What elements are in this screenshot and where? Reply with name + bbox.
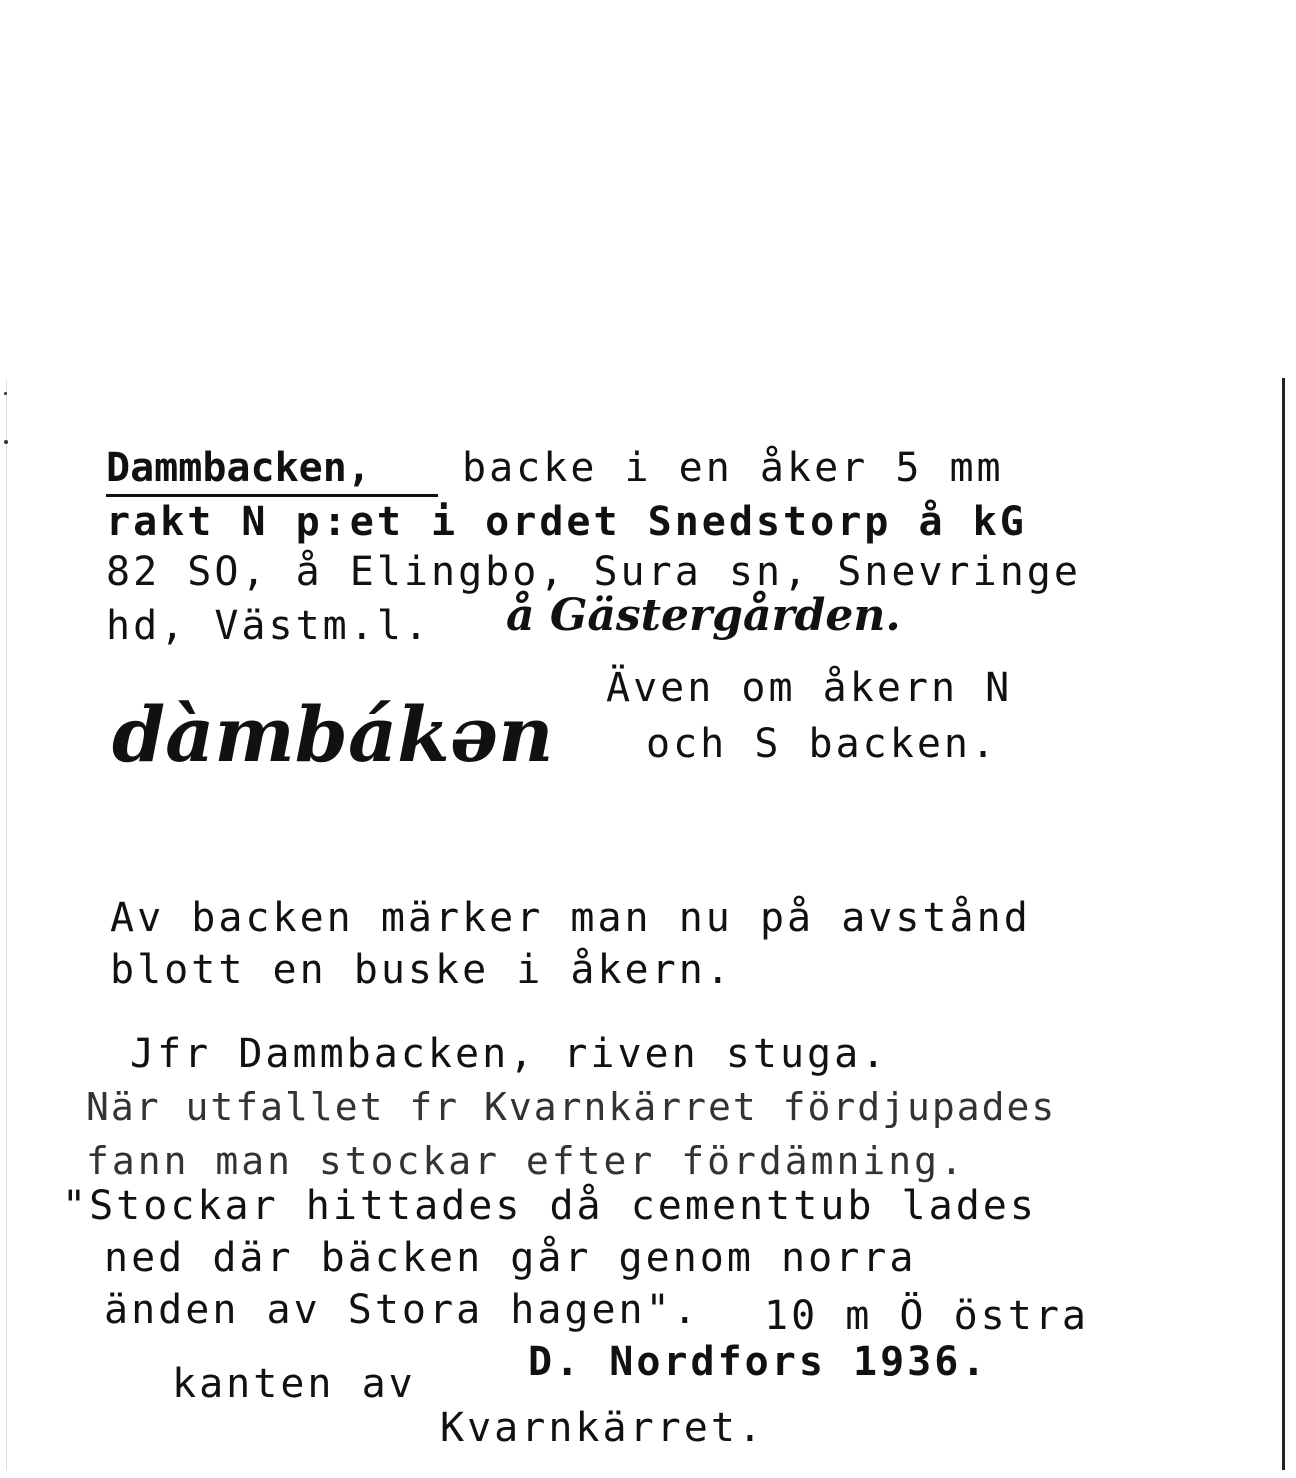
card-right-edge [1282, 378, 1285, 1470]
card-left-edge [6, 380, 7, 1470]
text-line: fann man stockar efter fördämning. [86, 1139, 966, 1183]
text-line: Kvarnkärret. [440, 1405, 765, 1451]
text-line: Av backen märker man nu på avstånd [110, 895, 1031, 941]
text-line: änden av Stora hagen". [104, 1287, 700, 1333]
text-line: 10 m Ö östra [764, 1293, 1089, 1339]
text-line: 82 SO, å Elingbo, Sura sn, Snevringe [106, 549, 1081, 595]
handwritten-farm-name: å Gästergården. [506, 590, 901, 641]
signature-date: D. Nordfors 1936. [528, 1339, 989, 1385]
text-line: Jfr Dammbacken, riven stuga. [130, 1031, 889, 1077]
text-line: hd, Västm.l. [106, 603, 431, 649]
speck [4, 440, 8, 444]
text-line: backe i en åker 5 mm [462, 445, 1004, 491]
text-line: ned där bäcken går genom norra [104, 1235, 917, 1281]
text-line: rakt N p:et i ordet Snedstorp å kG [106, 499, 1027, 545]
text-line: När utfallet fr Kvarnkärret fördjupades [86, 1085, 1057, 1129]
text-line: blott en buske i åkern. [110, 947, 733, 993]
speck [4, 392, 7, 395]
text-line: Även om åkern N [606, 665, 1013, 711]
headword: Dammbacken, [106, 445, 371, 491]
handwritten-pronunciation: dàmbákən [112, 690, 554, 779]
text-line: och S backen. [646, 721, 999, 767]
text-line: kanten av [172, 1361, 416, 1407]
headword-underline [106, 494, 438, 497]
text-line: "Stockar hittades då cementtub lades [62, 1183, 1037, 1229]
